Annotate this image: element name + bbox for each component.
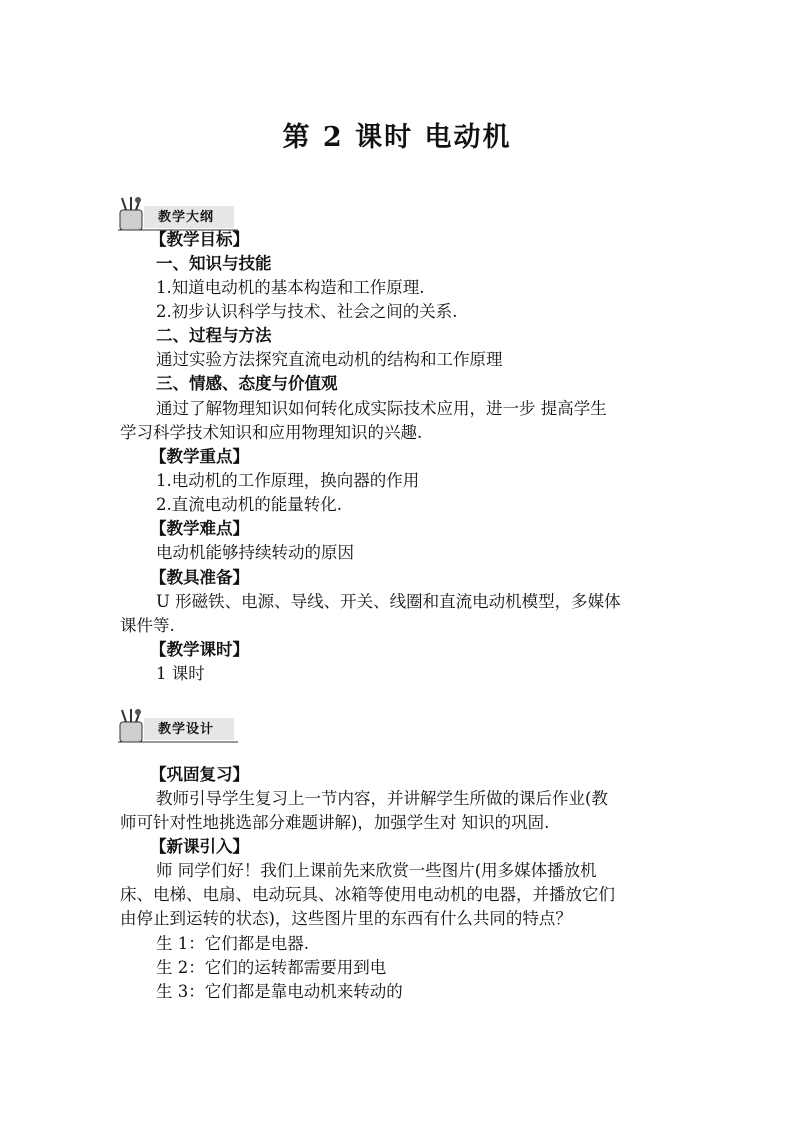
page-title: 第 2 课时 电动机 [282, 122, 512, 153]
text-line: 师可针对性地挑选部分难题讲解)，加强学生对 知识的巩固. [120, 813, 550, 832]
text-line: U 形磁铁、电源、导线、开关、线圈和直流电动机模型，多媒体 [156, 592, 621, 611]
text-line: 学习科学技术知识和应用物理知识的兴趣. [120, 423, 423, 442]
text-line: 2.直流电动机的能量转化. [156, 495, 342, 514]
text-line: 1 课时 [156, 664, 205, 683]
heading-intro: 【新课引入】 [150, 837, 249, 856]
text-line: 1.电动机的工作原理，换向器的作用 [156, 471, 420, 490]
text-line: 床、电梯、电扇、电动玩具、冰箱等使用电动机的电器，并播放它们 [120, 885, 615, 904]
text-line: 1.知道电动机的基本构造和工作原理. [156, 278, 425, 297]
answer-text: 它们都是电器. [204, 934, 309, 953]
heading-difficulty: 【教学难点】 [150, 519, 249, 538]
speaker-label: 生 2： [156, 958, 205, 977]
speaker-label: 生 1： [156, 934, 205, 953]
text-line: 电动机能够持续转动的原因 [156, 543, 354, 562]
text-line: 通过了解物理知识如何转化成实际技术应用，进一步 提高学生 [156, 399, 607, 418]
section-label: 教学大纲 [158, 210, 215, 225]
heading-knowledge: 一、知识与技能 [156, 254, 272, 273]
text-line: 师 同学们好！我们上课前先来欣赏一些图片(用多媒体播放机 [156, 861, 597, 880]
heading-key-points: 【教学重点】 [150, 447, 249, 466]
heading-tools: 【教具准备】 [150, 568, 249, 587]
text-line: 教师引导学生复习上一节内容，并讲解学生所做的课后作业(教 [156, 789, 608, 808]
student-answer-3 [156, 980, 716, 1004]
text-line: 由停止到运转的状态)，这些图片里的东西有什么共同的特点？ [120, 909, 572, 928]
heading-process: 二、过程与方法 [156, 326, 272, 345]
heading-emotion: 三、情感、态度与价值观 [156, 374, 338, 393]
text-line: 课件等. [120, 616, 175, 635]
text-line: 2.初步认识科学与技术、社会之间的关系. [156, 302, 458, 321]
heading-review: 【巩固复习】 [150, 765, 249, 784]
section-label: 教学设计 [158, 722, 215, 737]
speaker-label: 生 3： [156, 982, 205, 1001]
heading-goals: 【教学目标】 [150, 230, 249, 249]
section-badge-design [118, 708, 240, 748]
student-answer-1 [156, 932, 716, 956]
answer-text: 它们都是靠电动机来转动的 [204, 982, 403, 1001]
heading-period: 【教学课时】 [150, 640, 249, 659]
text-line: 通过实验方法探究直流电动机的结构和工作原理 [156, 350, 503, 369]
student-answer-2 [156, 956, 716, 980]
answer-text: 它们的运转都需要用到电 [204, 958, 387, 977]
